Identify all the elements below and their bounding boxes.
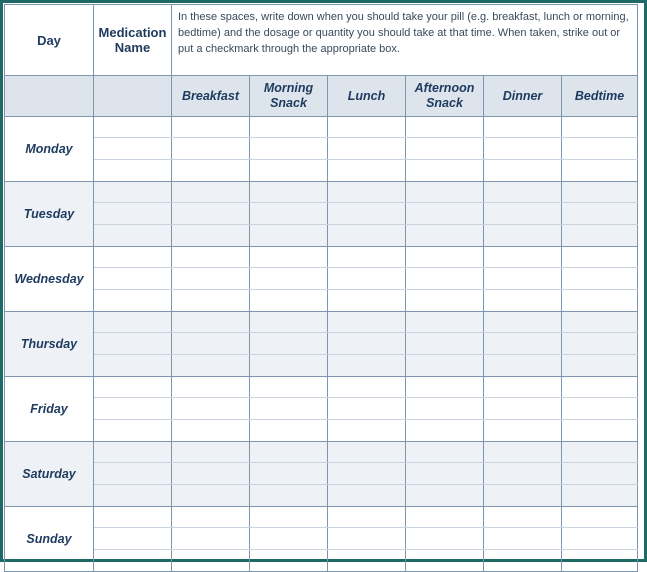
breakfast-cell[interactable] (172, 550, 250, 572)
afternoon-snack-cell[interactable] (406, 507, 484, 528)
medication-name-cell[interactable] (94, 398, 172, 420)
bedtime-cell[interactable] (562, 117, 638, 138)
breakfast-cell[interactable] (172, 528, 250, 550)
bedtime-cell[interactable] (562, 528, 638, 550)
bedtime-cell[interactable] (562, 160, 638, 182)
breakfast-cell[interactable] (172, 182, 250, 203)
lunch-cell[interactable] (328, 420, 406, 442)
day-sub-row (5, 117, 638, 138)
instructions-text: In these spaces, write down when you should take your pill (e.g. breakfast, lunch or morning, bedtime) and the dosage or quantity you should take at that time. When taken, strike out or put a checkmark through the appropriate box. (172, 5, 638, 76)
morning-snack-cell[interactable] (250, 528, 328, 550)
lunch-cell[interactable] (328, 507, 406, 528)
bedtime-cell[interactable] (562, 507, 638, 528)
day-sub-row (5, 138, 638, 160)
breakfast-cell[interactable] (172, 355, 250, 377)
day-sub-row (5, 333, 638, 355)
afternoon-snack-cell[interactable] (406, 528, 484, 550)
morning-snack-cell[interactable] (250, 138, 328, 160)
day-sub-row (5, 160, 638, 182)
bedtime-cell[interactable] (562, 225, 638, 247)
meal-header-blank-day (5, 76, 94, 117)
medication-header-line1: Medication (98, 25, 167, 40)
day-sub-row (5, 247, 638, 268)
dinner-cell[interactable] (484, 355, 562, 377)
meal-header-morning-snack (250, 76, 328, 117)
day-label-sunday: Sunday (5, 507, 94, 572)
lunch-cell[interactable] (328, 485, 406, 507)
morning-snack-cell[interactable] (250, 268, 328, 290)
bedtime-cell[interactable] (562, 463, 638, 485)
dinner-cell[interactable] (484, 312, 562, 333)
meal-header-dinner (484, 76, 562, 117)
medication-name-cell[interactable] (94, 377, 172, 398)
breakfast-cell[interactable] (172, 247, 250, 268)
day-sub-row (5, 420, 638, 442)
meal-label: Snack (426, 96, 463, 110)
morning-snack-cell[interactable] (250, 333, 328, 355)
breakfast-cell[interactable] (172, 312, 250, 333)
dinner-cell[interactable] (484, 268, 562, 290)
day-sub-row (5, 485, 638, 507)
dinner-cell[interactable] (484, 160, 562, 182)
day-sub-row (5, 550, 638, 572)
morning-snack-cell[interactable] (250, 225, 328, 247)
header-row (5, 5, 638, 76)
medication-name-cell[interactable] (94, 182, 172, 203)
lunch-cell[interactable] (328, 398, 406, 420)
dinner-cell[interactable] (484, 420, 562, 442)
dinner-cell[interactable] (484, 485, 562, 507)
morning-snack-cell[interactable] (250, 160, 328, 182)
breakfast-cell[interactable] (172, 463, 250, 485)
dinner-cell[interactable] (484, 225, 562, 247)
medication-name-column-header (94, 5, 172, 76)
morning-snack-cell[interactable] (250, 420, 328, 442)
morning-snack-cell[interactable] (250, 550, 328, 572)
lunch-cell[interactable] (328, 290, 406, 312)
dinner-cell[interactable] (484, 507, 562, 528)
day-sub-row (5, 225, 638, 247)
breakfast-cell[interactable] (172, 225, 250, 247)
afternoon-snack-cell[interactable] (406, 420, 484, 442)
breakfast-cell[interactable] (172, 377, 250, 398)
dinner-cell[interactable] (484, 138, 562, 160)
meal-header-blank-medication (94, 76, 172, 117)
medication-name-cell[interactable] (94, 138, 172, 160)
breakfast-cell[interactable] (172, 398, 250, 420)
lunch-cell[interactable] (328, 247, 406, 268)
bedtime-cell[interactable] (562, 182, 638, 203)
day-sub-row (5, 182, 638, 203)
day-sub-row (5, 507, 638, 528)
afternoon-snack-cell[interactable] (406, 377, 484, 398)
day-label-wednesday: Wednesday (5, 247, 94, 312)
morning-snack-cell[interactable] (250, 247, 328, 268)
lunch-cell[interactable] (328, 225, 406, 247)
afternoon-snack-cell[interactable] (406, 247, 484, 268)
day-sub-row (5, 312, 638, 333)
meal-header-row (5, 76, 638, 117)
breakfast-cell[interactable] (172, 442, 250, 463)
meal-header-bedtime (562, 76, 638, 117)
lunch-cell[interactable] (328, 528, 406, 550)
medication-name-cell[interactable] (94, 160, 172, 182)
afternoon-snack-cell[interactable] (406, 225, 484, 247)
medication-name-cell[interactable] (94, 225, 172, 247)
lunch-cell[interactable] (328, 442, 406, 463)
afternoon-snack-cell[interactable] (406, 398, 484, 420)
breakfast-cell[interactable] (172, 203, 250, 225)
dinner-cell[interactable] (484, 290, 562, 312)
medication-name-cell[interactable] (94, 420, 172, 442)
afternoon-snack-cell[interactable] (406, 117, 484, 138)
morning-snack-cell[interactable] (250, 485, 328, 507)
morning-snack-cell[interactable] (250, 507, 328, 528)
morning-snack-cell[interactable] (250, 203, 328, 225)
breakfast-cell[interactable] (172, 485, 250, 507)
afternoon-snack-cell[interactable] (406, 550, 484, 572)
day-label-tuesday: Tuesday (5, 182, 94, 247)
breakfast-cell[interactable] (172, 117, 250, 138)
bedtime-cell[interactable] (562, 550, 638, 572)
day-sub-row (5, 528, 638, 550)
breakfast-cell[interactable] (172, 290, 250, 312)
meal-label: Breakfast (182, 88, 239, 103)
bedtime-cell[interactable] (562, 485, 638, 507)
lunch-cell[interactable] (328, 355, 406, 377)
meal-label: Bedtime (574, 88, 625, 103)
day-sub-row (5, 355, 638, 377)
meal-label: Morning (263, 81, 314, 95)
lunch-cell[interactable] (328, 550, 406, 572)
lunch-cell[interactable] (328, 182, 406, 203)
medication-name-cell[interactable] (94, 442, 172, 463)
afternoon-snack-cell[interactable] (406, 312, 484, 333)
dinner-cell[interactable] (484, 550, 562, 572)
bedtime-cell[interactable] (562, 247, 638, 268)
morning-snack-cell[interactable] (250, 442, 328, 463)
day-label-saturday: Saturday (5, 442, 94, 507)
meal-label: Dinner (502, 88, 543, 103)
day-sub-row (5, 398, 638, 420)
breakfast-cell[interactable] (172, 507, 250, 528)
bedtime-cell[interactable] (562, 333, 638, 355)
day-sub-row (5, 442, 638, 463)
day-sub-row (5, 463, 638, 485)
lunch-cell[interactable] (328, 117, 406, 138)
morning-snack-cell[interactable] (250, 117, 328, 138)
meal-label: Snack (270, 96, 307, 110)
morning-snack-cell[interactable] (250, 377, 328, 398)
lunch-cell[interactable] (328, 203, 406, 225)
afternoon-snack-cell[interactable] (406, 138, 484, 160)
morning-snack-cell[interactable] (250, 182, 328, 203)
morning-snack-cell[interactable] (250, 355, 328, 377)
bedtime-cell[interactable] (562, 398, 638, 420)
breakfast-cell[interactable] (172, 333, 250, 355)
meal-header-afternoon-snack (406, 76, 484, 117)
medication-name-cell[interactable] (94, 333, 172, 355)
meal-header-breakfast (172, 76, 250, 117)
bedtime-cell[interactable] (562, 290, 638, 312)
bedtime-cell[interactable] (562, 420, 638, 442)
afternoon-snack-cell[interactable] (406, 442, 484, 463)
medication-name-cell[interactable] (94, 528, 172, 550)
medication-schedule-table (4, 4, 638, 572)
lunch-cell[interactable] (328, 160, 406, 182)
dinner-cell[interactable] (484, 203, 562, 225)
morning-snack-cell[interactable] (250, 398, 328, 420)
lunch-cell[interactable] (328, 463, 406, 485)
morning-snack-cell[interactable] (250, 463, 328, 485)
afternoon-snack-cell[interactable] (406, 268, 484, 290)
lunch-cell[interactable] (328, 333, 406, 355)
dinner-cell[interactable] (484, 377, 562, 398)
dinner-cell[interactable] (484, 117, 562, 138)
medication-name-cell[interactable] (94, 203, 172, 225)
afternoon-snack-cell[interactable] (406, 355, 484, 377)
bedtime-cell[interactable] (562, 312, 638, 333)
day-sub-row (5, 290, 638, 312)
breakfast-cell[interactable] (172, 268, 250, 290)
dinner-cell[interactable] (484, 442, 562, 463)
day-sub-row (5, 203, 638, 225)
medication-name-cell[interactable] (94, 355, 172, 377)
medication-name-cell[interactable] (94, 247, 172, 268)
dinner-cell[interactable] (484, 463, 562, 485)
day-label-monday: Monday (5, 117, 94, 182)
dinner-cell[interactable] (484, 528, 562, 550)
breakfast-cell[interactable] (172, 420, 250, 442)
bedtime-cell[interactable] (562, 268, 638, 290)
day-sub-row (5, 268, 638, 290)
day-label-friday: Friday (5, 377, 94, 442)
medication-name-cell[interactable] (94, 290, 172, 312)
lunch-cell[interactable] (328, 268, 406, 290)
afternoon-snack-cell[interactable] (406, 485, 484, 507)
day-label-thursday: Thursday (5, 312, 94, 377)
dinner-cell[interactable] (484, 333, 562, 355)
bedtime-cell[interactable] (562, 203, 638, 225)
afternoon-snack-cell[interactable] (406, 333, 484, 355)
meal-label: Lunch (347, 88, 386, 103)
bedtime-cell[interactable] (562, 442, 638, 463)
bedtime-cell[interactable] (562, 355, 638, 377)
afternoon-snack-cell[interactable] (406, 463, 484, 485)
medication-name-cell[interactable] (94, 268, 172, 290)
afternoon-snack-cell[interactable] (406, 182, 484, 203)
lunch-cell[interactable] (328, 377, 406, 398)
afternoon-snack-cell[interactable] (406, 203, 484, 225)
afternoon-snack-cell[interactable] (406, 160, 484, 182)
meal-header-lunch (328, 76, 406, 117)
medication-name-cell[interactable] (94, 550, 172, 572)
lunch-cell[interactable] (328, 138, 406, 160)
bedtime-cell[interactable] (562, 138, 638, 160)
medication-name-cell[interactable] (94, 463, 172, 485)
day-column-header: Day (5, 5, 94, 76)
bedtime-cell[interactable] (562, 377, 638, 398)
breakfast-cell[interactable] (172, 160, 250, 182)
medication-header-line2: Name (114, 40, 151, 55)
day-sub-row (5, 377, 638, 398)
morning-snack-cell[interactable] (250, 312, 328, 333)
dinner-cell[interactable] (484, 398, 562, 420)
medication-name-cell[interactable] (94, 507, 172, 528)
afternoon-snack-cell[interactable] (406, 290, 484, 312)
lunch-cell[interactable] (328, 312, 406, 333)
dinner-cell[interactable] (484, 247, 562, 268)
medication-name-cell[interactable] (94, 312, 172, 333)
morning-snack-cell[interactable] (250, 290, 328, 312)
medication-name-cell[interactable] (94, 117, 172, 138)
breakfast-cell[interactable] (172, 138, 250, 160)
meal-label: Afternoon (414, 81, 475, 95)
medication-name-cell[interactable] (94, 485, 172, 507)
dinner-cell[interactable] (484, 182, 562, 203)
